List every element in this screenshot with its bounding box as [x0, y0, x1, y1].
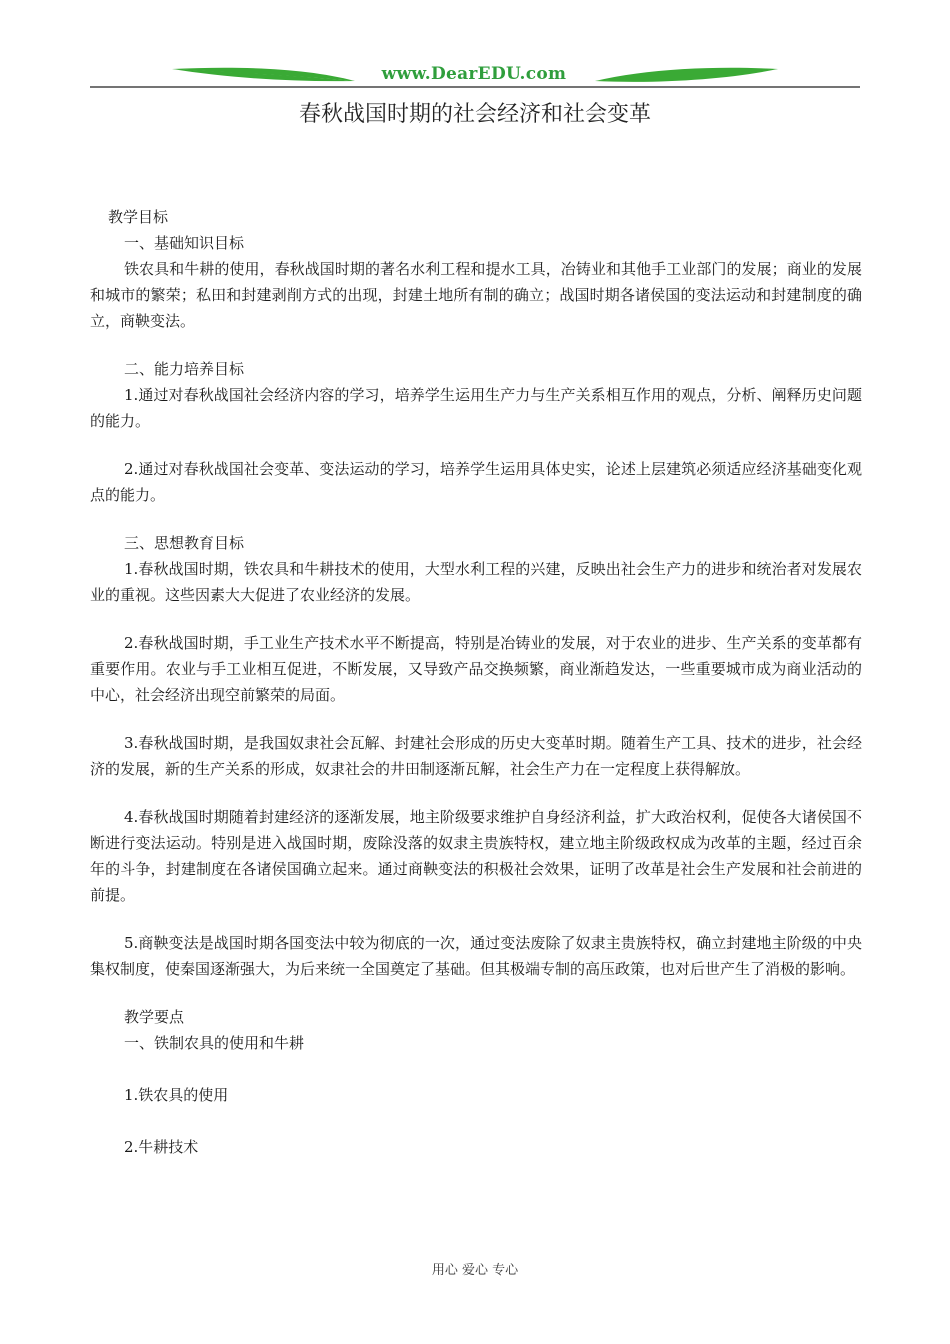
subsection-iron-tools-and-ox: 一、铁制农具的使用和牛耕: [124, 1034, 305, 1052]
paragraph-edu-4: 4.春秋战国时期随着封建经济的逐渐发展，地主阶级要求维护自身经济利益，扩大政治权利，促使各大诸侯国不断进行变法运动。特别是进入战国时期，废除没落的奴隶主贵族特权，建立地主阶级政权成为改革的主题，经过百余年的斗争，封建制度在各诸侯国确立起来。通过商鞅变法的积极社会效果，证明了改革是社会生产发展和社会前进的前提。: [90, 808, 862, 904]
key-point-1: 1.铁农具的使用: [124, 1086, 229, 1104]
document-title: 春秋战国时期的社会经济和社会变革: [298, 102, 651, 127]
key-point-2: 2.牛耕技术: [124, 1138, 199, 1156]
paragraph-edu-2: 2.春秋战国时期，手工业生产技术水平不断提高，特别是冶铸业的发展，对于农业的进步、生产关系的变革都有重要作用。农业与手工业相互促进，不断发展，又导致产品交换频繁，商业渐趋发达，一些重要城市成为商业活动的中心，社会经济出现空前繁荣的局面。: [90, 634, 862, 704]
section-heading-key-points: 教学要点: [124, 1008, 185, 1026]
site-logo: www.DearEDU.com: [381, 64, 567, 84]
section-heading-objectives: 教学目标: [108, 208, 169, 226]
paragraph-edu-3: 3.春秋战国时期，是我国奴隶社会瓦解、封建社会形成的历史大变革时期。随着生产工具、技术的进步，社会经济的发展，新的生产关系的形成，奴隶社会的井田制逐渐瓦解，社会生产力在一定程度上获得解放。: [90, 734, 862, 778]
paragraph-edu-5: 5.商鞅变法是战国时期各国变法中较为彻底的一次，通过变法废除了奴隶主贵族特权，确立封建地主阶级的中央集权制度，使秦国逐渐强大，为后来统一全国奠定了基础。但其极端专制的高压政策，也对后世产生了消极的影响。: [90, 934, 862, 978]
subsection-basic-knowledge: 一、基础知识目标: [124, 234, 245, 252]
paragraph-ability-2: 2.通过对春秋战国社会变革、变法运动的学习，培养学生运用具体史实，论述上层建筑必须适应经济基础变化观点的能力。: [90, 460, 862, 504]
paragraph-edu-1: 1.春秋战国时期，铁农具和牛耕技术的使用，大型水利工程的兴建，反映出社会生产力的进步和统治者对发展农业的重视。这些因素大大促进了农业经济的发展。: [90, 560, 862, 604]
document-body: [90, 204, 862, 1160]
paragraph-ability-1: 1.通过对春秋战国社会经济内容的学习，培养学生运用生产力与生产关系相互作用的观点，分析、阐释历史问题的能力。: [90, 386, 862, 430]
footer-motto: 用心 爱心 专心: [431, 1263, 519, 1278]
paragraph-basic-knowledge: 铁农具和牛耕的使用，春秋战国时期的著名水利工程和提水工具，冶铸业和其他手工业部门的发展；商业的发展和城市的繁荣；私田和封建剥削方式的出现，封建土地所有制的确立；战国时期各诸侯国的变法运动和封建制度的确立，商鞅变法。: [90, 260, 862, 330]
subsection-ability: 二、能力培养目标: [124, 360, 245, 378]
subsection-ideological: 三、思想教育目标: [124, 534, 245, 552]
